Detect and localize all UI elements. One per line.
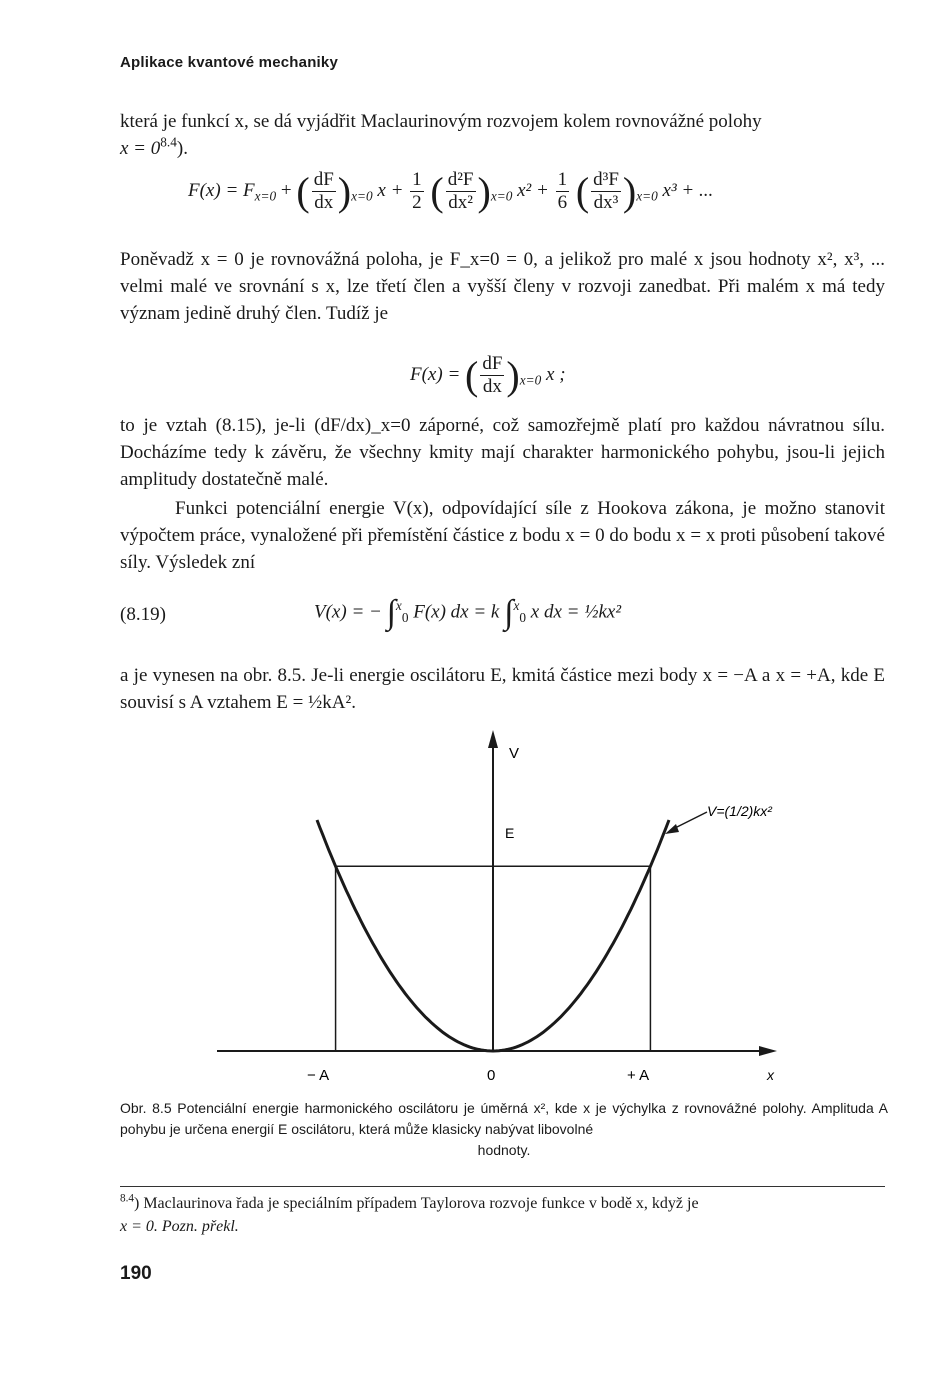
equation-number: (8.19)	[120, 604, 166, 625]
eq-sub-2: x=0	[490, 188, 513, 204]
equation-8-19	[314, 594, 621, 632]
tick-plus-a: + A	[627, 1067, 650, 1084]
equation-maclaurin: $F(x) = F_{x=0}$ + ( $\frac{dF}{dx}$ )$_{x=0}$ x + $\frac{1}{2}$ ( $\frac{\text{d²F}}{\text{dx²}}$ )$_{x=0}$ x² + $\frac{1}{6}$ ( $\frac{\text{d³F}}{\text{dx³}}$ )$_{x=0}$ x³ + ...	[188, 169, 714, 214]
fraction-half: $\frac{1}{2}$	[412, 169, 422, 213]
fraction-sixth: $\frac{1}{6}$	[557, 169, 568, 213]
x-axis-arrow	[759, 1046, 777, 1056]
paragraph-intro-line1: která je funkcí x, se dá vyjádřit Maclaurinovým rozvojem kolem rovnovážné polohy	[120, 111, 762, 132]
integral-upper-1: x	[395, 598, 402, 614]
fraction-linear-derivative: $\frac{dF}{dx}$	[482, 353, 503, 397]
footnote-line2: x = 0. Pozn. překl.	[120, 1218, 239, 1235]
eq-plus: +	[280, 179, 292, 201]
integral-sign-1: ∫	[386, 594, 396, 631]
integral-lower-2: 0	[519, 610, 527, 626]
eq819-integrand2: x dx = ½kx²	[530, 601, 622, 623]
page-number: 190	[120, 1263, 152, 1284]
footnote-divider	[120, 1186, 885, 1187]
paragraph-intro	[120, 108, 885, 162]
footnote-ref: 8.4	[160, 134, 177, 150]
paragraph-oscillator-energy: a je vynesen na obr. 8.5. Je-li energie oscilátoru E, kmitá částice mezi body x = −A a x = +A, kde E souvisí s A vztahem E = ½kA².	[120, 665, 885, 713]
paragraph-intro-line2: x = 0	[120, 138, 161, 159]
x-axis-label: x	[767, 1067, 774, 1083]
eq-linear-tail: x ;	[546, 363, 566, 385]
eq819-integrand1: F(x) dx = k	[413, 601, 500, 623]
eq-term2: x² +	[517, 179, 549, 201]
paragraph-intro-tail: ).	[176, 138, 188, 159]
eq819-lhs: V(x) = −	[314, 601, 382, 623]
energy-label: E	[505, 825, 515, 841]
equation-linear-force: F(x) = ( $\frac{dF}{dx}$ )$_{x=0}$ x ;	[410, 353, 566, 398]
y-axis-arrow	[488, 730, 498, 748]
footnote-marker: 8.4	[120, 1192, 134, 1205]
eq-linear-sub: x=0	[519, 372, 542, 388]
footnote	[120, 1192, 888, 1238]
paragraph-potential-energy: Funkci potenciální energie V(x), odpovídající síle z Hookova zákona, je možno stanovit výpočtem práce, vynaložené při přemístění částice z bodu x = 0 do bodu x = x proti působení takové síly. Výsledek zní	[120, 498, 885, 573]
paragraph-harmonic-conclusion: to je vztah (8.15), je-li (dF/dx)_x=0 záporné, což samozřejmě platí pro každou návratnou sílu. Docházíme tedy k závěru, že všechny kmity mají charakter harmonického pohybu, jsou-li jejich amplitudy dostatečně malé.	[120, 415, 885, 490]
curve-label: V=(1/2)kx²	[707, 803, 772, 819]
running-title: Aplikace kvantové mechaniky	[120, 54, 339, 71]
figure-caption	[120, 1098, 888, 1161]
tick-zero: 0	[487, 1067, 496, 1084]
figure-potential-parabola	[215, 728, 815, 1088]
fraction-second-derivative: $\frac{\text{d²F}}{\text{dx²}}$	[447, 169, 474, 213]
eq-sub-3: x=0	[636, 188, 658, 204]
y-axis-label: V	[509, 745, 520, 762]
caption-text: Obr. 8.5 Potenciální energie harmonického oscilátoru je úměrná x², kde x je výchylka z rovnovážné polohy. Amplituda A pohybu je určena energií E oscilátoru, která může klasicky nabývat libovolné	[120, 1100, 888, 1137]
paragraph-equilibrium: Poněvadž x = 0 je rovnovážná poloha, je F_x=0 = 0, a jelikož pro malé x jsou hodnoty x², x³, ... velmi malé ve srovnání s x, lze třetí člen a vyšší členy v rozvoji zanedbat. Při malém x má tedy význam jedině druhý člen. Tudíž je	[120, 249, 885, 324]
eq-lhs: F(x) = F	[188, 179, 255, 201]
eq-term3: x³ + ...	[662, 179, 714, 201]
footnote-text: ) Maclaurinova řada je speciálním případem Taylorova rozvoje funkce v bodě x, když je	[133, 1195, 699, 1212]
fraction-first-derivative: $\frac{dF}{dx}$	[313, 169, 334, 213]
caption-last-line: hodnoty.	[477, 1142, 531, 1158]
eq-sub-1: x=0	[351, 188, 373, 204]
integral-lower-1: 0	[401, 610, 409, 626]
eq-term1: x +	[377, 179, 404, 201]
integral-upper-2: x	[513, 598, 520, 614]
fraction-third-derivative: $\frac{\text{d³F}}{\text{dx³}}$	[593, 169, 619, 213]
eq-lhs-sub: x=0	[254, 188, 277, 204]
eq-linear-lhs: F(x) =	[410, 363, 461, 385]
integral-sign-2: ∫	[504, 594, 514, 631]
tick-minus-a: − A	[307, 1067, 330, 1084]
